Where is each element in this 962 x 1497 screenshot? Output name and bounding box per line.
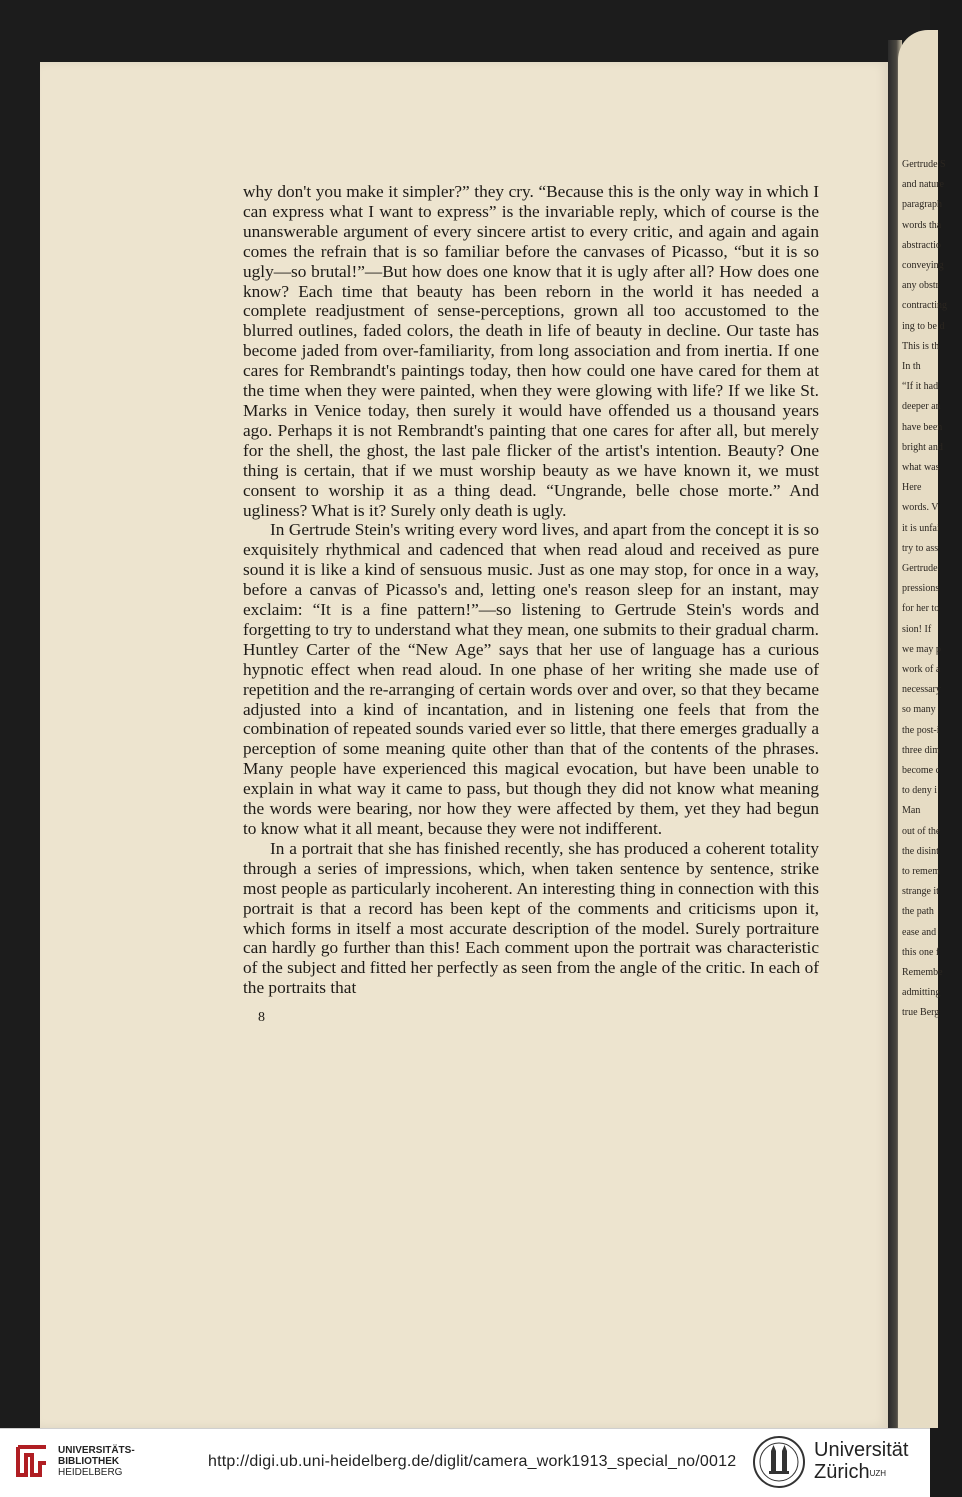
- adjacent-page-fragment: words tha: [902, 219, 942, 231]
- paragraph-3: In a portrait that she has finished recently, she has produced a coherent totality through a series of impressions, which, when taken sentence by sentence, strike most people as particularly incoherent. An interesting thing in connection with this portrait is that a record has been kept of the comments and criticisms upon it, which forms in itself a most accurate description of the model. Surely portraiture can hardly go further than this! Each comment upon the portrait was characteristic of the subject and fitted her perfectly as seen from the angle of the critic. In each of the portraits that: [243, 838, 819, 998]
- adjacent-page-fragment: paragraph: [902, 199, 942, 211]
- adjacent-page-fragment: Remembe: [902, 967, 943, 978]
- adjacent-page-fragment: This is th: [902, 340, 940, 352]
- adjacent-page-fragment: “If it had: [902, 381, 939, 393]
- ub-city: HEIDELBERG: [58, 1467, 123, 1478]
- adjacent-page-fragment: we may p: [902, 643, 941, 655]
- uzh-superscript: UZH: [869, 1469, 887, 1478]
- adjacent-page-fragment: admitting: [902, 987, 941, 999]
- adjacent-page-fragment: ease and: [902, 926, 937, 938]
- adjacent-page-fragment: abstractio: [902, 239, 941, 251]
- uzh-seal-icon: [752, 1435, 806, 1489]
- adjacent-page-fragment: what was: [902, 462, 940, 473]
- adjacent-page-fragment: conveying: [902, 260, 944, 271]
- adjacent-page-fragment: for her to: [902, 603, 940, 615]
- adjacent-page-fragment: words. V: [902, 502, 939, 514]
- adjacent-page-fragment: this one f: [902, 946, 940, 958]
- adjacent-page-fragment: out of the: [902, 825, 941, 837]
- adjacent-page-fragment: necessary: [902, 684, 941, 696]
- paragraph-1: why don't you make it simpler?” they cry. “Because this is the only way in which I can express what I want to express” is the invariable reply, which of course is the unanswerable argument of every sincere artist to every critic, and again and again comes the refrain that is so familiar before the canvases of Picasso, “but it is so ugly—so brutal!”—But how does one know that it is ugly after all? How does one know? Each time that beauty has been reborn in the world it has needed a complete readjustment of sense-perceptions, grown all too accustomed to the blurred outlines, faded colors, the death in life of beauty in decline. Our taste has become jaded from over-familiarity, from long association and from inertia. If one cares for Rembrandt's paintings today, then how could one have cared for them at the time when they were painted, when they were glowing with life? If we like St. Marks in Venice today, then surely it would have offended us a thousand years ago. Perhaps it is not Rembrandt's painting that one cares for after all, but merely for the shell, the ghost, the last pale flicker of the artist's intention. Beauty? One thing is certain, that if we must worship beauty as we have known it, we must consent to worship it as a thing dead. “Ungrande, belle chose morte.” And ugliness? What is it? Surely only death is ugly.: [243, 182, 819, 520]
- adjacent-page-fragment: any obstr: [902, 280, 939, 292]
- adjacent-page-fragment: the disint: [902, 845, 939, 857]
- uzh-wordmark: [814, 1439, 908, 1483]
- adjacent-page-fragment: to remem: [902, 866, 941, 877]
- adjacent-page-fragment: the post-i: [902, 724, 940, 736]
- ub-heidelberg-wordmark: [58, 1445, 135, 1478]
- adjacent-page-fragment: true Berg: [902, 1007, 940, 1019]
- adjacent-page-fragment: sion! If: [902, 623, 932, 635]
- adjacent-page-fragment: the path: [902, 906, 934, 918]
- ub-heidelberg-logo-icon: [12, 1441, 52, 1481]
- adjacent-page-fragment: become c: [902, 765, 941, 776]
- adjacent-page-fragment: pressions: [902, 583, 940, 595]
- adjacent-page-fragment: Man: [902, 805, 921, 817]
- adjacent-page-fragment: ing to be d: [902, 320, 945, 332]
- footer-bar: [0, 1428, 930, 1497]
- adjacent-page-fragment: three dim: [902, 744, 941, 756]
- page-number: 8: [258, 1010, 265, 1025]
- adjacent-page-fragment: it is unfai: [902, 522, 940, 534]
- uzh-line1: Universität: [814, 1439, 909, 1461]
- adjacent-page-fragment: to deny i: [902, 785, 937, 797]
- page-url-link[interactable]: http://digi.ub.uni-heidelberg.de/diglit/camera_work1913_special_no/0012: [208, 1453, 737, 1470]
- adjacent-page-fragment: Gertrude: [902, 563, 938, 574]
- paragraph-2: In Gertrude Stein's writing every word lives, and apart from the concept it is so exquisitely rhythmical and cadenced that when read aloud and received as pure sound it is like a kind of sensuous music. Just as one may stop, for once in a way, before a canvas of Picasso's and, letting one's reason sleep for an instant, may exclaim: “It is a fine pattern!”—so listening to Gertrude Stein's words and forgetting to try to understand what they mean, one submits to their gradual charm. Huntley Carter of the “New Age” says that her use of language has a curious hypnotic effect when read aloud. In one phase of her writing she made use of repetition and the re-arranging of certain words over and over, so that they became adjusted into a kind of incantation, and in listening one feels that from the combination of repeated sounds varied ever so little, that there emerges gradually a perception of some meaning quite other than that of the contents of the phrases. Many people have experienced this magical evocation, but have been unable to explain in what way it came to pass, but though they did not know what meaning the words were bearing, nor how they were affected by them, yet they had begun to know what it all meant, because they were not indifferent.: [243, 520, 819, 838]
- ub-name-line1: UNIVERSITÄTS-: [58, 1445, 135, 1456]
- adjacent-page-fragment: and nature: [902, 179, 944, 191]
- adjacent-page-fragment: have been: [902, 421, 943, 433]
- adjacent-page-fragment: bright and: [902, 441, 943, 453]
- adjacent-page-fragment: In th: [902, 361, 921, 372]
- adjacent-page-fragment: work of a: [902, 664, 941, 675]
- uzh-line2: Zürich: [814, 1461, 870, 1483]
- body-text: [243, 182, 819, 998]
- adjacent-page-fragment: so many: [902, 704, 936, 716]
- ub-name-line2: BIBLIOTHEK: [58, 1456, 120, 1467]
- adjacent-page-fragment: contracting: [902, 300, 947, 312]
- adjacent-page-fragment: Here: [902, 482, 922, 494]
- adjacent-page-fragment: deeper an: [902, 401, 941, 413]
- adjacent-page-fragment: Gertrude S: [902, 159, 946, 170]
- adjacent-page-fragment: try to ass: [902, 542, 939, 554]
- adjacent-page-fragment: strange it: [902, 886, 939, 898]
- adjacent-page-edge: [898, 30, 947, 1428]
